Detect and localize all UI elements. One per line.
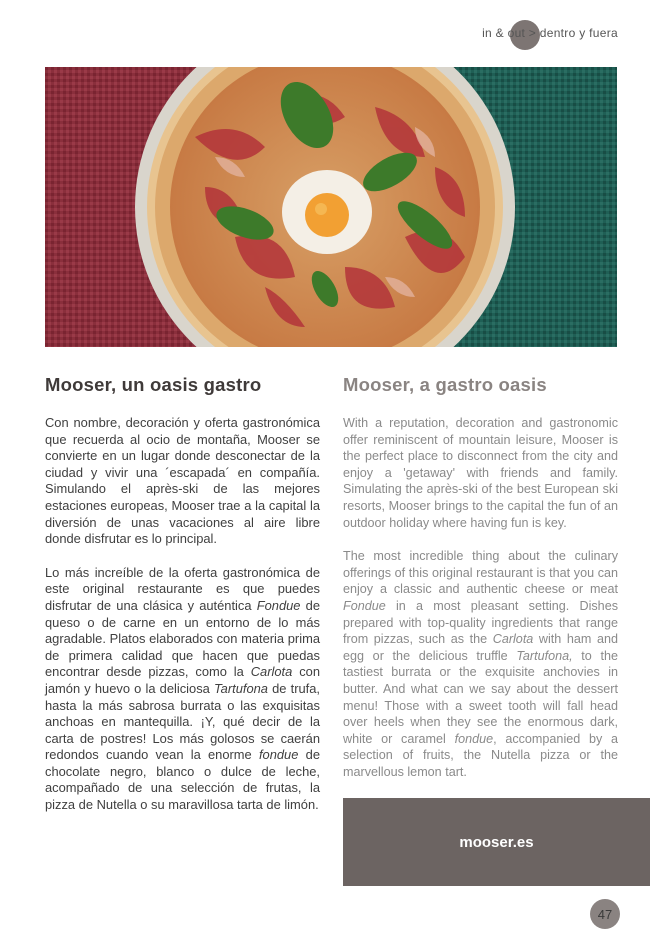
section-tag-text: in & out > dentro y fuera <box>482 26 618 40</box>
spanish-title: Mooser, un oasis gastro <box>45 374 262 395</box>
section-tag <box>482 20 618 46</box>
page-number <box>590 899 620 929</box>
pizza-photo <box>45 67 617 347</box>
english-paragraph-1: With a reputation, decoration and gastronomic offer reminiscent of mountain leisure, Mooser is the perfect place to disconnect from the city and enjoy a 'getaway' with friends and family. Simulating the après-ski of the best European ski resorts, Mooser brings to the capital the fun of an outdoor holiday where having fun is key. <box>343 416 618 530</box>
spanish-paragraph-2: Lo más increíble de la oferta gastronómica de este original restaurante es que puedes disfrutar de una clásica y auténtica Fondue de queso o de carne en un entorno de lo más agradable. Platos elaborados con materia prima de primera calidad que hacen que puedas encontrar desde pizzas, como la Carlota con jamón y huevo o la deliciosa Tartufona de trufa, hasta la más sabrosa burrata o las exquisitas anchoas en mantequilla. ¡Y, qué decir de la carta de postres! Los más golosos se caerán redondos cuando vean la enorme fondue de chocolate negro, blanco o dulce de leche, acompañado de una selección de frutas, la pizza de Nutella o su maravillosa tarta de limón. <box>45 564 320 813</box>
spanish-paragraph-1: Con nombre, decoración y oferta gastronómica que recuerda al ocio de montaña, Mooser se convierte en un lugar donde desconectar de la ciudad y vivir una ´escapada´ en compañía. Simulando el après-ski de las mejores estaciones europeas, Mooser trae a la capital la diversión de unas vacaciones al aire libre donde disfrutar es lo principal. <box>45 415 320 547</box>
english-title: Mooser, a gastro oasis <box>343 374 547 395</box>
english-paragraph-2: The most incredible thing about the culinary offerings of this original restaurant is that you can enjoy a classic and authentic cheese or meat Fondue in a most pleasant setting. Dishes prepared with top-quality ingredients that range from pizzas, such as the Carlota with ham and egg or the delicious truffle Tartufona, to the tastiest burrata or the exquisite anchovies in butter. And what can we say about the dessert menu! Those with a sweet tooth will fall head over heels when they see the enormous dark, white or caramel fondue, accompanied by a selection of fruits, the Nutella pizza or the marvellous lemon tart. <box>343 549 619 779</box>
website-box <box>343 798 650 886</box>
page-number-text: 47 <box>597 906 613 922</box>
english-column <box>343 372 618 797</box>
website-link[interactable]: mooser.es <box>459 833 534 851</box>
spanish-column <box>45 372 320 831</box>
